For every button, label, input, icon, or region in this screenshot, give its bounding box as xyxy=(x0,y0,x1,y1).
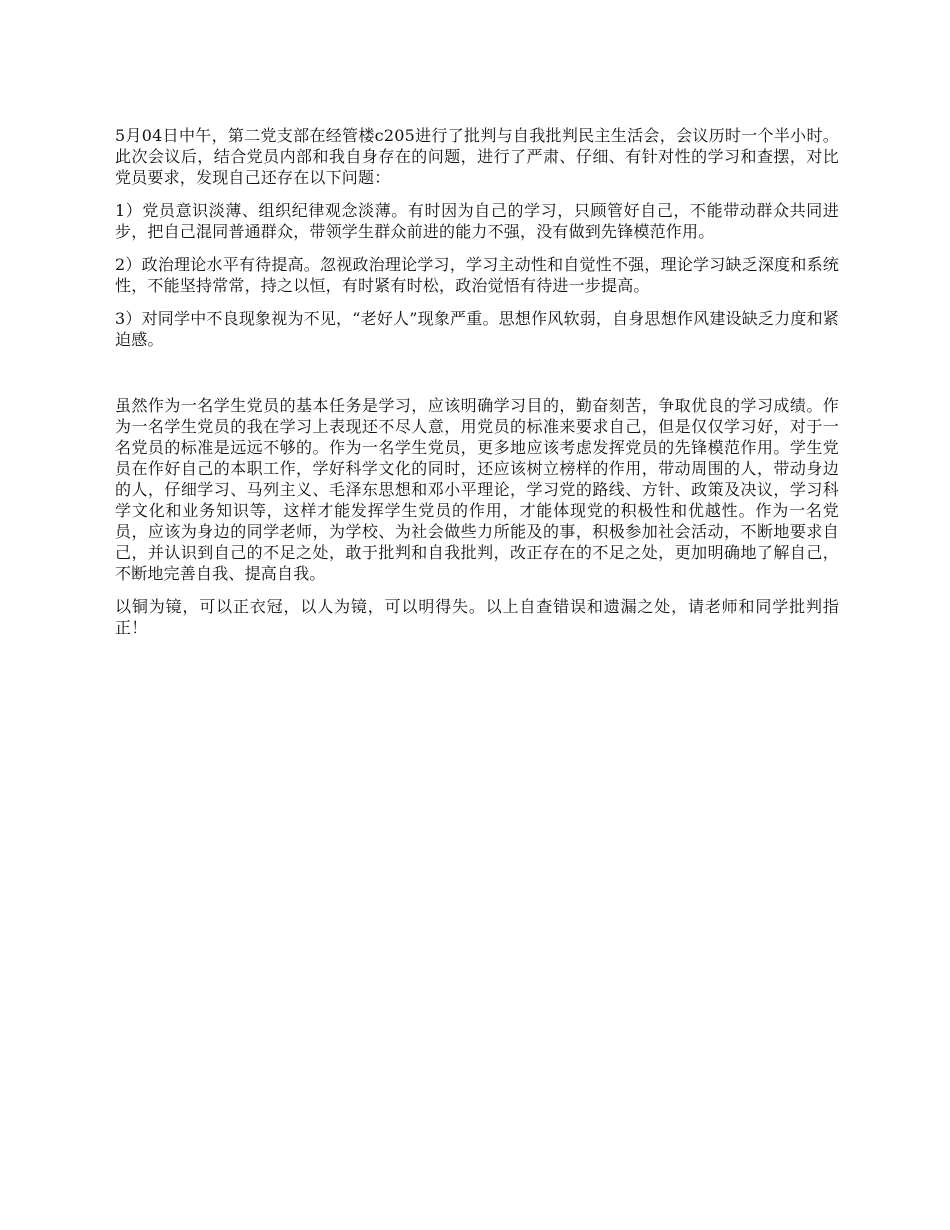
paragraph-intro: 5月04日中午，第二党支部在经管楼c205进行了批判与自我批判民主生活会，会议历时一个半小时。此次会议后，结合党员内部和我自身存在的问题，进行了严肃、仔细、有针对性的学习和查摆，对比党员要求，发现自己还存在以下问题： xyxy=(115,126,839,187)
paragraph-issue-3: 3）对同学中不良现象视为不见，“老好人”现象严重。思想作风软弱，自身思想作风建设缺乏力度和紧迫感。 xyxy=(115,309,839,349)
paragraph-issue-2: 2）政治理论水平有待提高。忽视政治理论学习，学习主动性和自觉性不强，理论学习缺乏深度和系统性，不能坚持常常，持之以恒，有时紧有时松，政治觉悟有待进一步提高。 xyxy=(115,255,839,295)
document-body xyxy=(115,125,839,650)
paragraph-closing: 以铜为镜，可以正衣冠，以人为镜，可以明得失。以上自查错误和遗漏之处，请老师和同学批判指正！ xyxy=(115,597,839,637)
section-gap xyxy=(115,362,839,395)
paragraph-issue-1: 1）党员意识淡薄、组织纪律观念淡薄。有时因为自己的学习，只顾管好自己，不能带动群众共同进步，把自己混同普通群众，带领学生群众前进的能力不强，没有做到先锋模范作用。 xyxy=(115,201,839,241)
paragraph-reflection: 虽然作为一名学生党员的基本任务是学习，应该明确学习目的，勤奋刻苦，争取优良的学习成绩。作为一名学生党员的我在学习上表现还不尽人意，用党员的标准来要求自己，但是仅仅学习好，对于一名党员的标准是远远不够的。作为一名学生党员，更多地应该考虑发挥党员的先锋模范作用。学生党员在作好自己的本职工作，学好科学文化的同时，还应该树立榜样的作用，带动周围的人，带动身边的人，仔细学习、马列主义、毛泽东思想和邓小平理论，学习党的路线、方针、政策及决议，学习科学文化和业务知识等，这样才能发挥学生党员的作用，才能体现党的积极性和优越性。作为一名党员，应该为身边的同学老师，为学校、为社会做些力所能及的事，积极参加社会活动，不断地要求自己，并认识到自己的不足之处，敢于批判和自我批判，改正存在的不足之处，更加明确地了解自己，不断地完善自我、提高自我。 xyxy=(115,396,839,583)
